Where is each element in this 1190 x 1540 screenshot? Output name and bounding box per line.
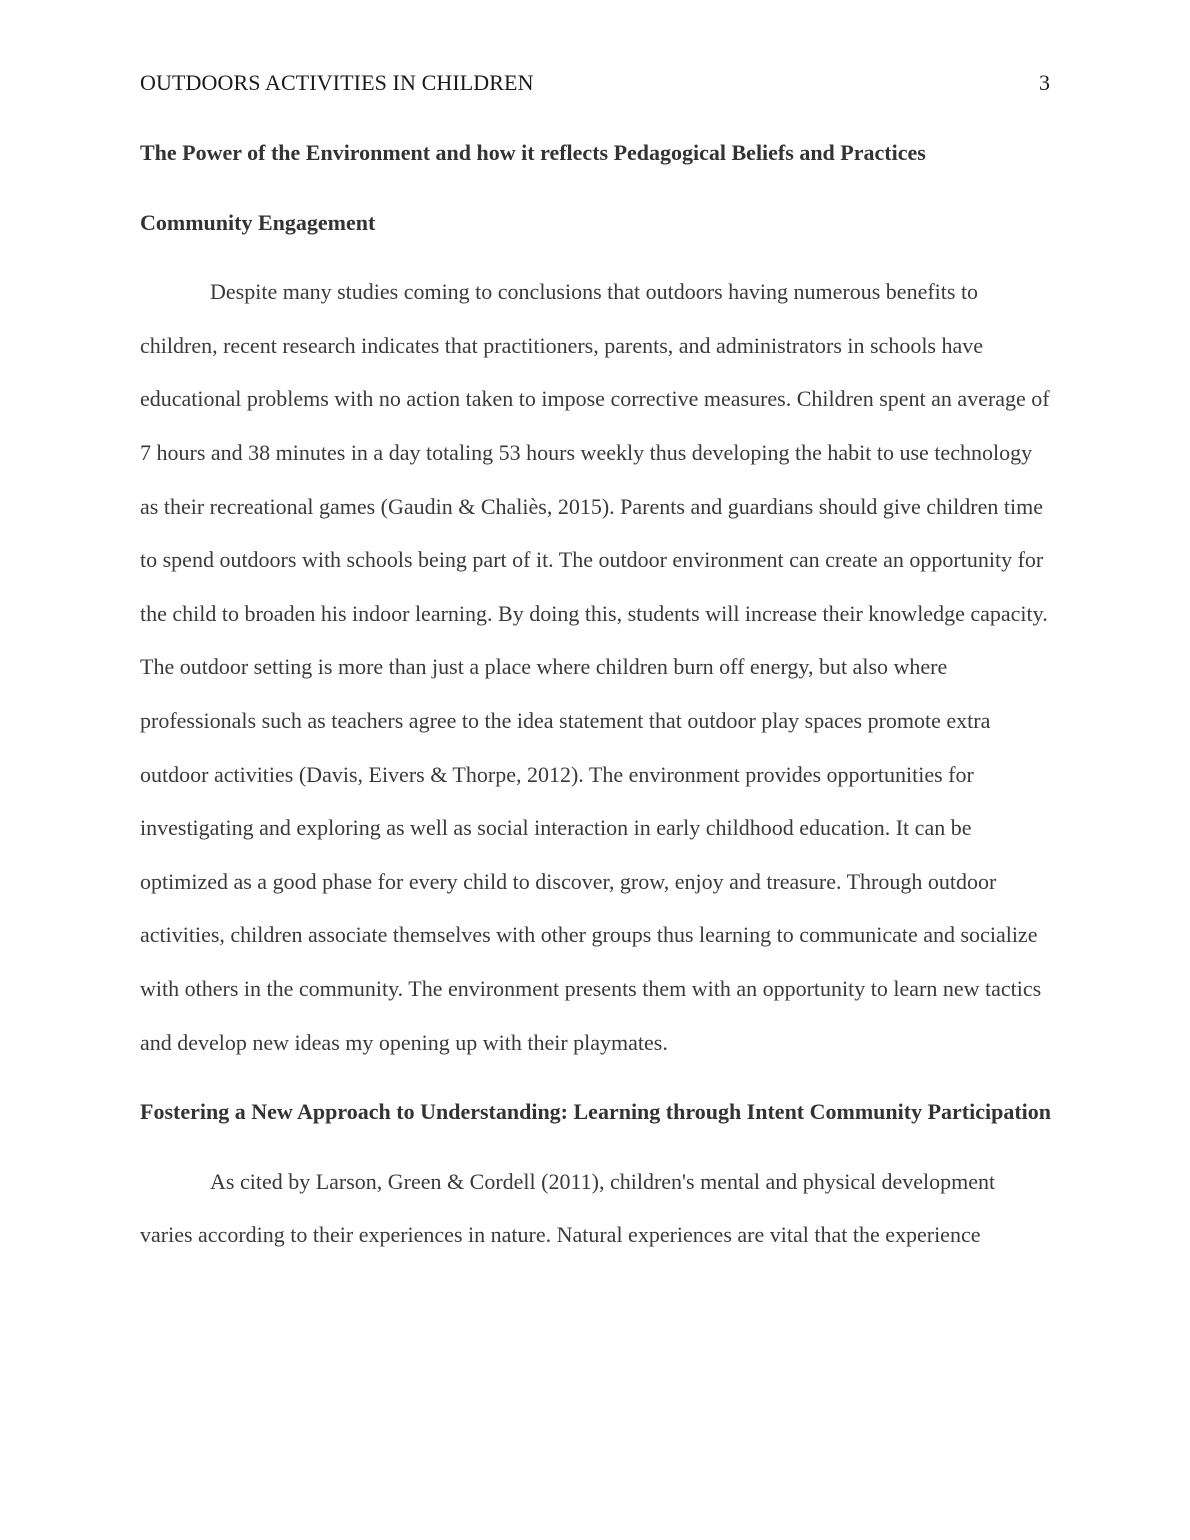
page-number: 3 [1039,70,1050,95]
main-heading: The Power of the Environment and how it reflects Pedagogical Beliefs and Practices [140,140,926,165]
running-head [140,68,1050,98]
section-heading-community-engagement: Community Engagement [140,209,376,235]
body-paragraph-1: Despite many studies coming to conclusions that outdoors having numerous benefits to children, recent research indicates that practitioners, parents, and administrators in schools have educational problems with no action taken to impose corrective measures. Children spent an average of 7 hours and 38 minutes in a day totaling 53 hours weekly thus developing the habit to use technology as their recreational games (Gaudin & Chaliès, 2015). Parents and guardians should give children time to spend outdoors with schools being part of it. The outdoor environment can create an opportunity for the child to broaden his indoor learning. By doing this, students will increase their knowledge capacity. The outdoor setting is more than just a place where children burn off energy, but also where professionals such as teachers agree to the idea statement that outdoor play spaces promote extra outdoor activities (Davis, Eivers & Thorpe, 2012). The environment provides opportunities for investigating and exploring as well as social interaction in early childhood education. It can be optimized as a good phase for every child to discover, grow, enjoy and treasure. Through outdoor activities, children associate themselves with other groups thus learning to communicate and socialize with others in the community. The environment presents them with an opportunity to learn new tactics and develop new ideas my opening up with their playmates. [140,279,1050,1055]
section-heading-fostering-new-approach: Fostering a New Approach to Understanding: Learning through Intent Community Participation [140,1099,1052,1125]
document-body [140,126,1052,1262]
body-paragraph-2: As cited by Larson, Green & Cordell (2011), children's mental and physical development varies according to their experiences in nature. Natural experiences are vital that the experience [140,1168,996,1248]
running-head-title: OUTDOORS ACTIVITIES IN CHILDREN [140,70,534,95]
